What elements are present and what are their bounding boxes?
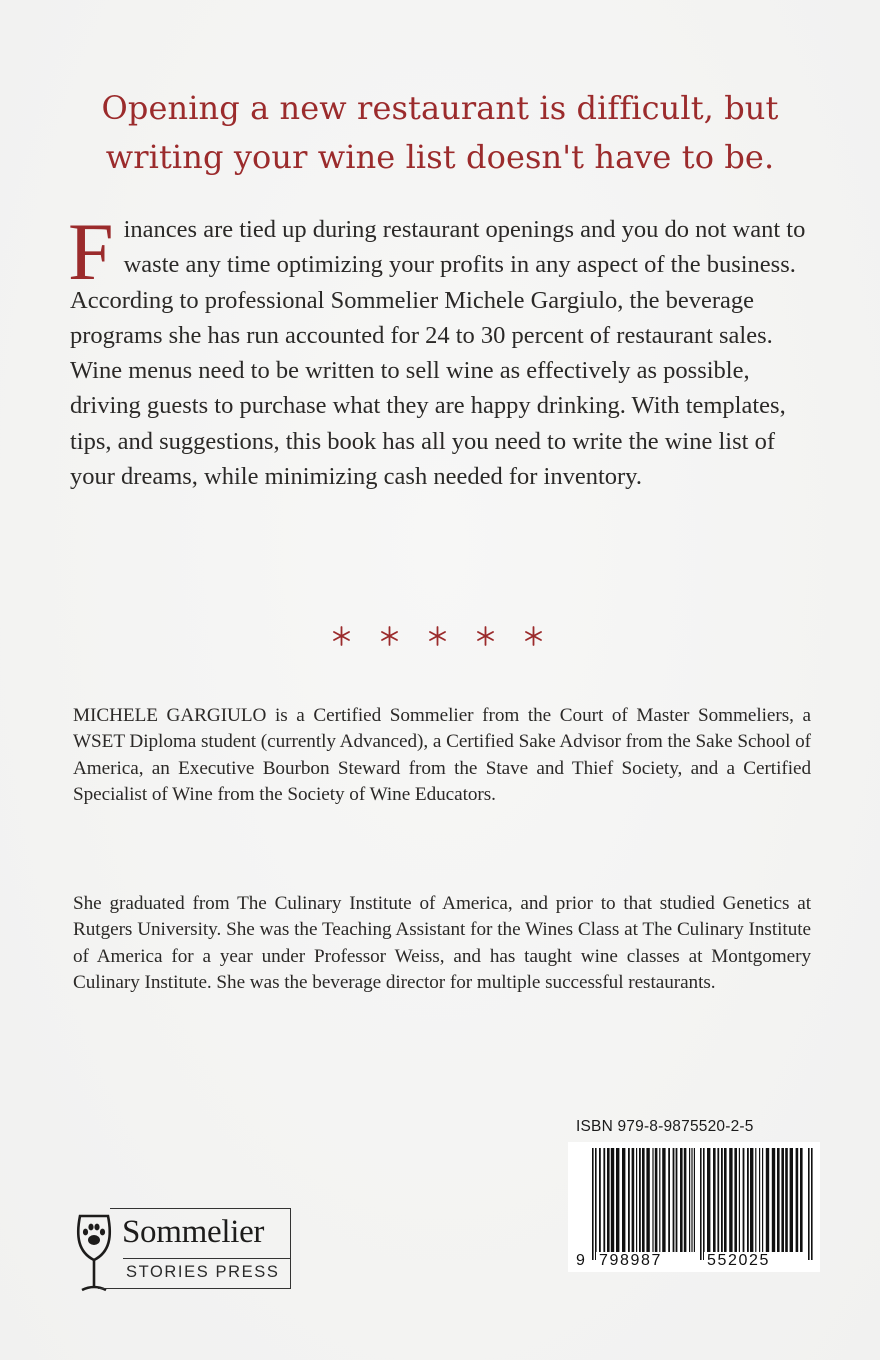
star-ornament-icon — [475, 624, 496, 648]
barcode-digit-lead: 9 — [576, 1252, 585, 1269]
barcode-digits-left: 798987 — [596, 1252, 665, 1270]
headline-line-1: Opening a new restaurant is difficult, but — [101, 89, 779, 127]
drop-cap: F — [68, 206, 114, 297]
barcode — [568, 1142, 820, 1272]
logo-frame-right — [290, 1208, 291, 1288]
blurb-text: inances are tied up during restaurant openings and you do not want to waste any time optimizing your profits in any aspect of the business. According to professional Sommelier Michele Gargiulo, the beverage programs she has run accounted for 24 to 30 percent of restaurant sales. Wine menus need to be written to sell wine as effectively as possible, driving guests to purchase what they are happy drinking. With templates, tips, and suggestions, this book has all you need to write the wine list of your dreams, while minimizing cash needed for inventory. — [70, 216, 806, 491]
star-ornament-icon — [523, 624, 544, 648]
star-ornament-icon — [331, 624, 352, 648]
headline — [60, 84, 820, 182]
barcode-digits — [568, 1252, 820, 1272]
logo-frame-bottom — [98, 1288, 291, 1289]
publisher-logo — [70, 1208, 302, 1310]
publisher-name: Sommelier — [122, 1214, 265, 1250]
star-divider — [0, 624, 877, 654]
publisher-divider — [123, 1258, 290, 1259]
book-blurb — [68, 206, 815, 494]
star-ornament-icon — [379, 624, 400, 648]
headline-line-2: writing your wine list doesn't have to be. — [105, 138, 775, 176]
barcode-digits-right: 552025 — [704, 1252, 773, 1270]
author-bio-paragraph-2: She graduated from The Culinary Institute of America, and prior to that studied Genetics at Rutgers University. She was the Teaching Assistant for the Wines Class at The Culinary Institute of America for a year under Professor Weiss, and has taught wine classes at Montgomery Culinary Institute. She was the beverage director for multiple successful restaurants. — [73, 893, 811, 993]
star-ornament-icon — [427, 624, 448, 648]
author-bio-paragraph-1: MICHELE GARGIULO is a Certified Sommelier from the Court of Master Sommeliers, a WSET Diploma student (currently Advanced), a Certified Sake Advisor from the Sake School of America, an Executive Bourbon Steward from the Stave and Thief Society, and a Certified Specialist of Wine from the Society of Wine Educators. — [73, 705, 811, 805]
isbn-label: ISBN 979-8-9875520-2-5 — [576, 1118, 754, 1135]
wine-glass-paw-icon — [70, 1208, 122, 1310]
logo-frame-top — [110, 1208, 291, 1209]
publisher-subtitle: STORIES PRESS — [126, 1263, 280, 1281]
